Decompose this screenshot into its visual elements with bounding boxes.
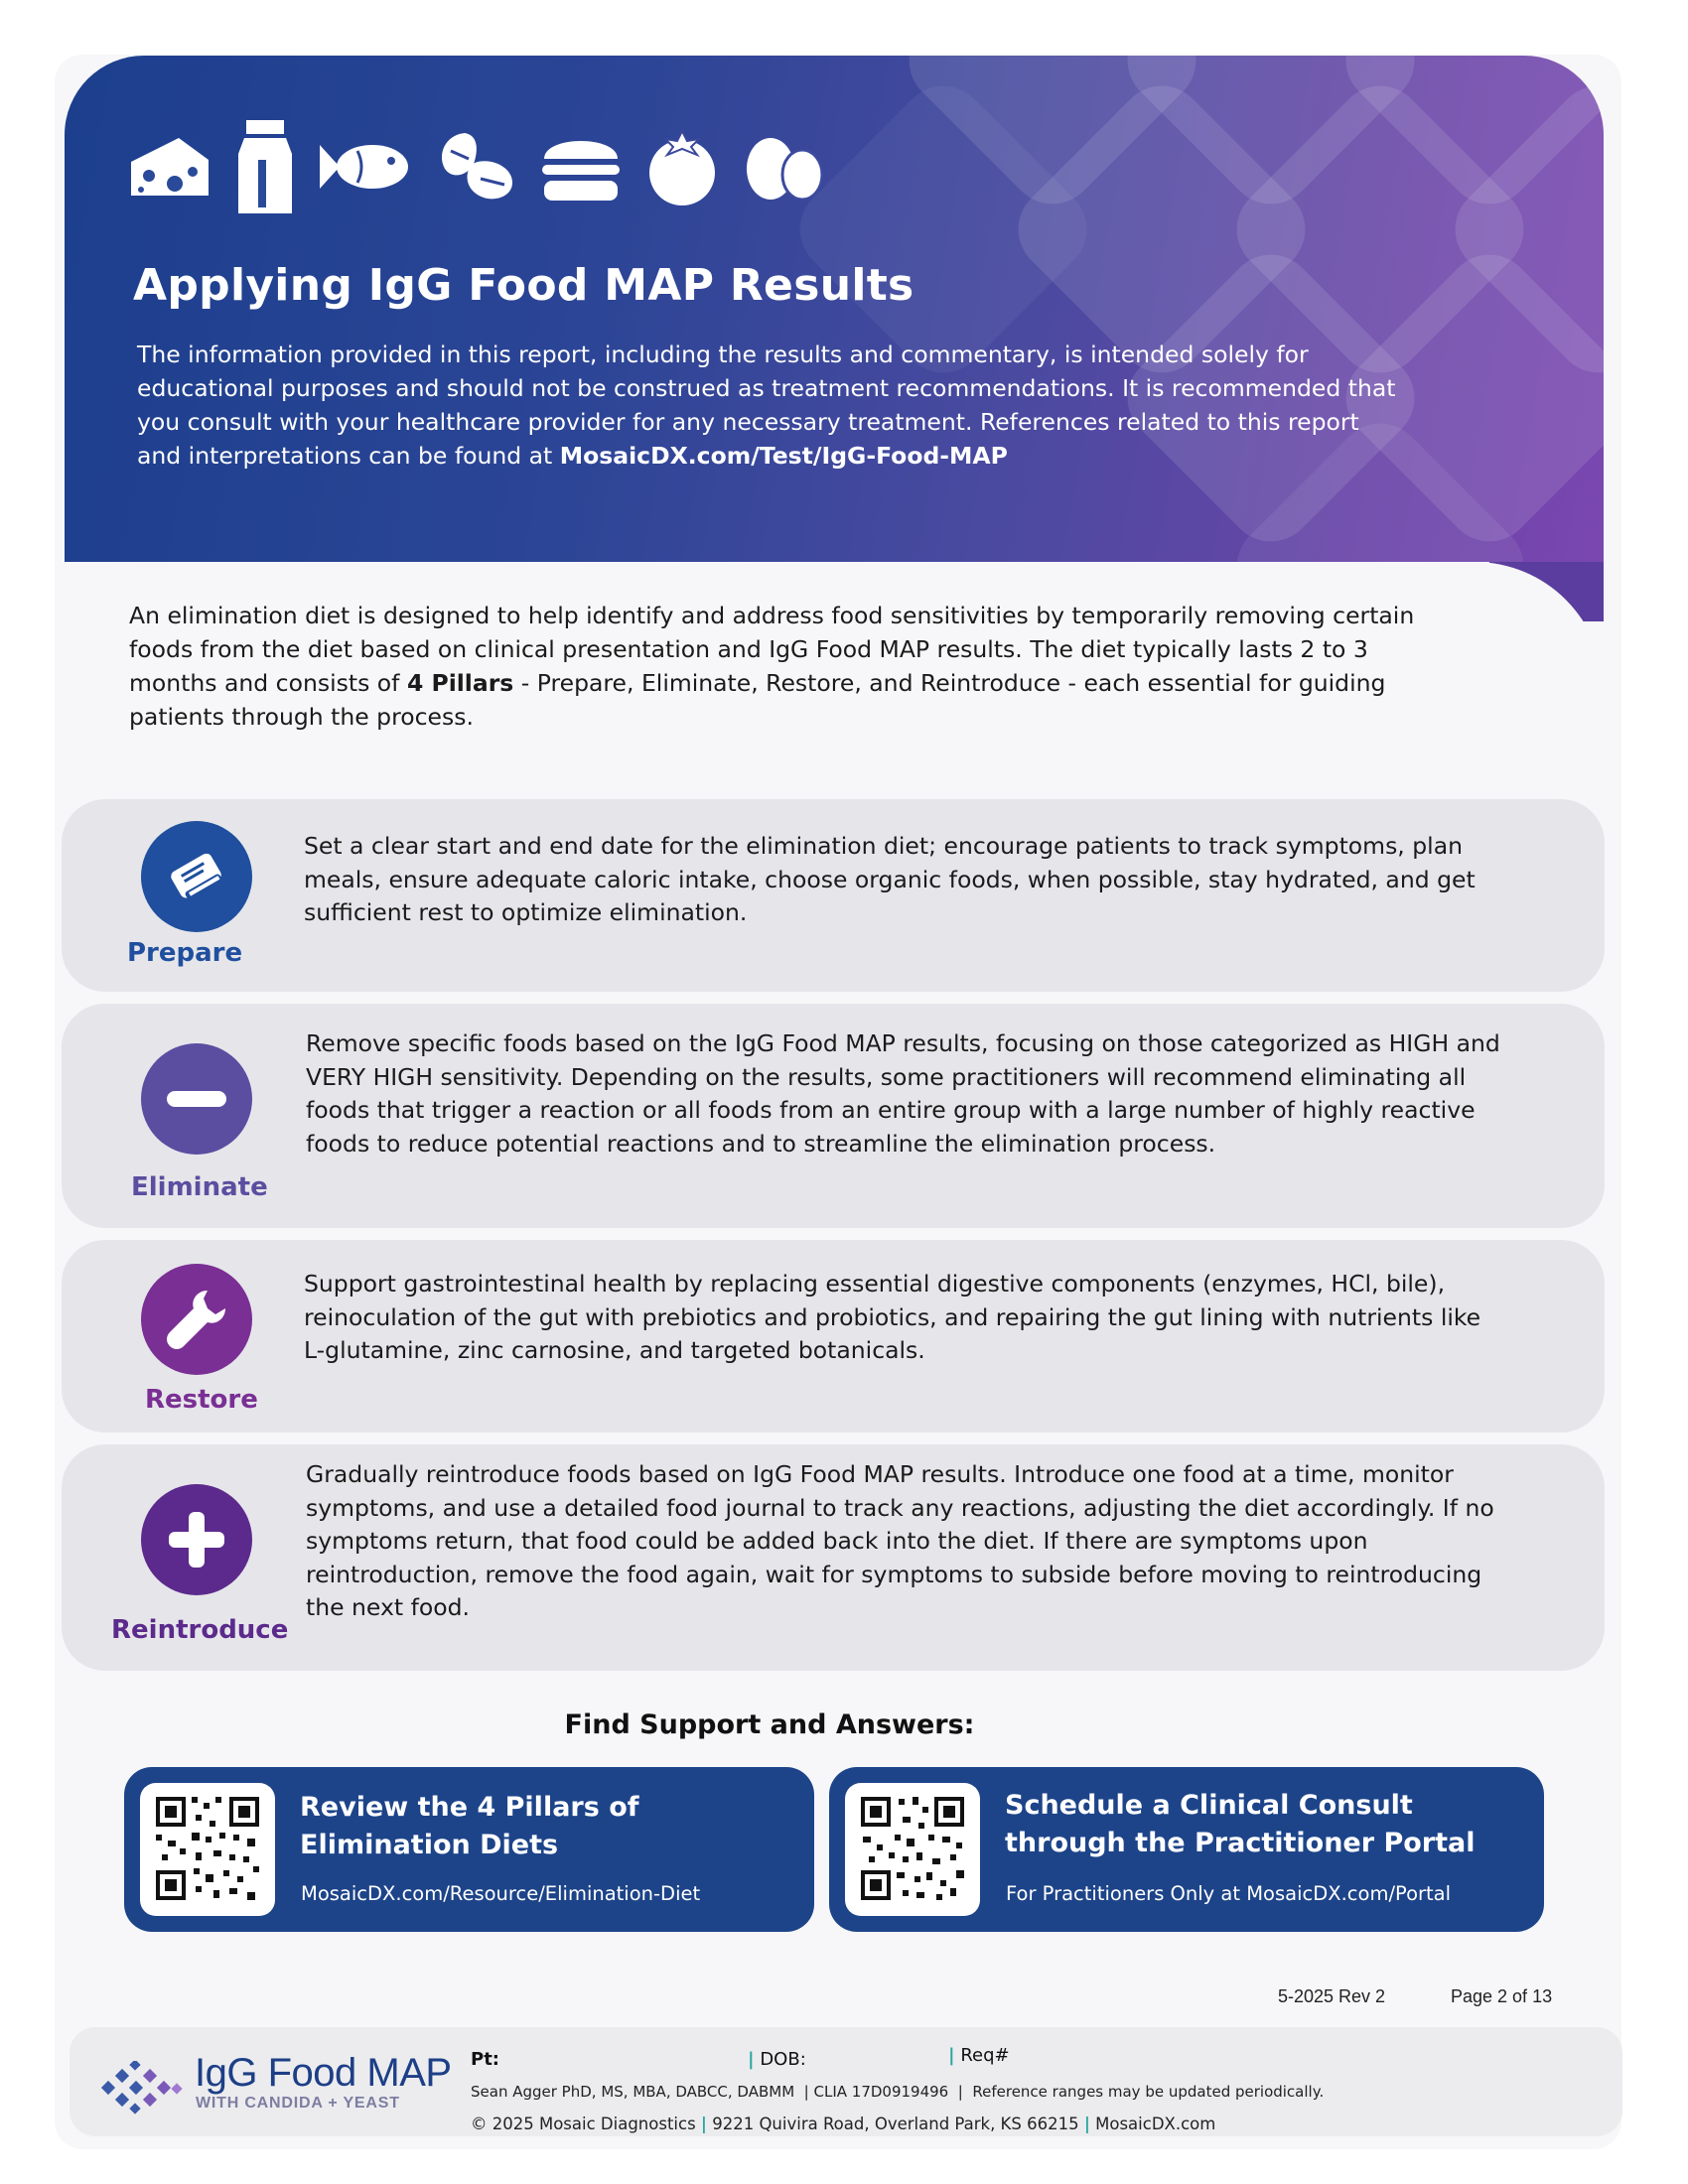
card-title-line-1: Schedule a Clinical Consult — [1005, 1790, 1413, 1821]
card-title-line-2: through the Practitioner Portal — [1005, 1828, 1476, 1858]
pillar-restore — [62, 1240, 1605, 1433]
divider: | — [1083, 2115, 1090, 2133]
tomato-icon — [645, 127, 719, 206]
pillar-eliminate — [62, 1004, 1605, 1228]
logo-name: IgG Food MAP — [195, 2051, 452, 2095]
clia-number: CLIA 17D0919496 — [813, 2083, 949, 2101]
intro-text-1: An elimination diet is designed to help identify and address food sensitivities by temporarily removing certain foods from the diet based on clinical presentation and IgG Food MAP results. The diet typically lasts 2 to 3 months and consists of — [129, 602, 1415, 697]
pillar-description: Set a clear start and end date for the elimination diet; encourage patients to track symptoms, plan meals, ensure adequate caloric intake, choose organic foods, when possible, stay hydrated, and get sufficient rest to optimize elimination. — [304, 832, 1476, 926]
support-card-consult[interactable] — [829, 1767, 1544, 1932]
cheese-icon — [127, 132, 212, 202]
card-title-line-2: Elimination Diets — [300, 1830, 559, 1860]
pillar-title: Restore — [145, 1385, 258, 1415]
plus-icon — [141, 1484, 252, 1595]
pillar-description: Remove specific foods based on the IgG Food MAP results, focusing on those categorized as HIGH and VERY HIGH sensitivity. Depending on the results, some practitioners will recommend eliminating all foods that trigger a reaction or all foods from an entire group with a large number of highly reactive foods to reduce potential reactions and to streamline the elimination process. — [306, 1029, 1500, 1158]
company-line — [471, 2115, 1215, 2133]
wrench-icon — [141, 1264, 252, 1375]
lab-info-line: Sean Agger PhD, MS, MBA, DABCC, DABMM | CLIA 17D0919496 | Reference ranges may be updated periodically. — [471, 2083, 1325, 2101]
page-title: Applying IgG Food MAP Results — [133, 260, 914, 311]
support-card-title — [1005, 1787, 1476, 1862]
shellfish-icon — [435, 129, 516, 205]
support-card-elimination[interactable] — [124, 1767, 814, 1932]
intro-bold: 4 Pillars — [406, 669, 514, 697]
page-number: Page 2 of 13 — [1451, 1986, 1553, 2006]
pillar-description: Support gastrointestinal health by replacing essential digestive components (enzymes, HCl, bile), reinoculation of the gut with prebiotics and probiotics, and repairing the gut lining with nutrients like L-glutamine, zinc carnosine, and targeted botanicals. — [304, 1270, 1481, 1364]
pillar-title: Eliminate — [131, 1172, 268, 1202]
support-card-title — [300, 1789, 639, 1864]
support-heading: Find Support and Answers: — [564, 1709, 975, 1740]
revision-label: 5-2025 Rev 2 — [1278, 1986, 1386, 2006]
pillar-description: Gradually reintroduce foods based on IgG Food MAP results. Introduce one food at a time, monitor symptoms, and use a detailed food journal to track any reactions, adjusting the diet accordingly. If no symptoms return, that food could be added back into the diet. If there are symptoms upon reintroduction, remove the food again, wait for symptoms to subside before moving to reintroducing the next food. — [306, 1460, 1494, 1621]
divider: | — [700, 2115, 707, 2133]
req-field — [948, 2045, 1010, 2066]
dob-label: DOB: — [760, 2049, 806, 2070]
footer — [70, 2027, 1622, 2136]
patient-label: Pt: — [471, 2049, 499, 2070]
hero-disclaimer — [137, 338, 1408, 473]
eggs-icon — [743, 131, 824, 203]
company-address: 9221 Quivira Road, Overland Park, KS 66215 — [712, 2115, 1079, 2133]
support-card-url[interactable]: MosaicDX.com/Resource/Elimination-Diet — [301, 1882, 701, 1905]
reference-note: Reference ranges may be updated periodically. — [972, 2083, 1325, 2101]
milk-carton-icon — [236, 118, 294, 215]
req-label: Req# — [960, 2045, 1010, 2066]
qr-code[interactable] — [140, 1783, 275, 1916]
copyright: © 2025 Mosaic Diagnostics — [471, 2115, 696, 2133]
support-card-url[interactable]: For Practitioners Only at MosaicDX.com/Portal — [1006, 1882, 1452, 1905]
fish-icon — [318, 137, 411, 197]
hero-disclaimer-text: The information provided in this report, including the results and commentary, is intended solely for educational purposes and should not be construed as treatment recommendations. It is recommended that you consult with your healthcare provider for any necessary treatment. References related to this report and interpretations can be found at — [137, 341, 1396, 470]
lab-director: Sean Agger PhD, MS, MBA, DABCC, DABMM — [471, 2083, 795, 2101]
divider: | — [948, 2045, 955, 2066]
mosaic-logo-icon — [97, 2061, 189, 2118]
pillar-reintroduce — [62, 1444, 1605, 1671]
card-title-line-1: Review the 4 Pillars of — [300, 1792, 639, 1823]
burger-icon — [540, 129, 622, 205]
pillar-title: Prepare — [127, 938, 243, 968]
dob-field — [748, 2049, 806, 2070]
book-icon — [141, 821, 252, 932]
minus-icon — [141, 1043, 252, 1155]
pillar-title: Reintroduce — [111, 1615, 289, 1645]
intro-text-2: - Prepare, Eliminate, Restore, and Reintroduce - each essential for guiding patients through the process. — [129, 669, 1386, 731]
food-icons-row — [127, 117, 824, 216]
pillar-prepare — [62, 799, 1605, 992]
intro-paragraph — [129, 599, 1450, 734]
qr-code[interactable] — [845, 1783, 980, 1916]
divider: | — [748, 2049, 755, 2070]
logo-subtitle: WITH CANDIDA + YEAST — [196, 2095, 400, 2112]
hero-reference-link[interactable]: MosaicDX.com/Test/IgG-Food-MAP — [559, 442, 1008, 470]
company-website[interactable]: MosaicDX.com — [1095, 2115, 1216, 2133]
